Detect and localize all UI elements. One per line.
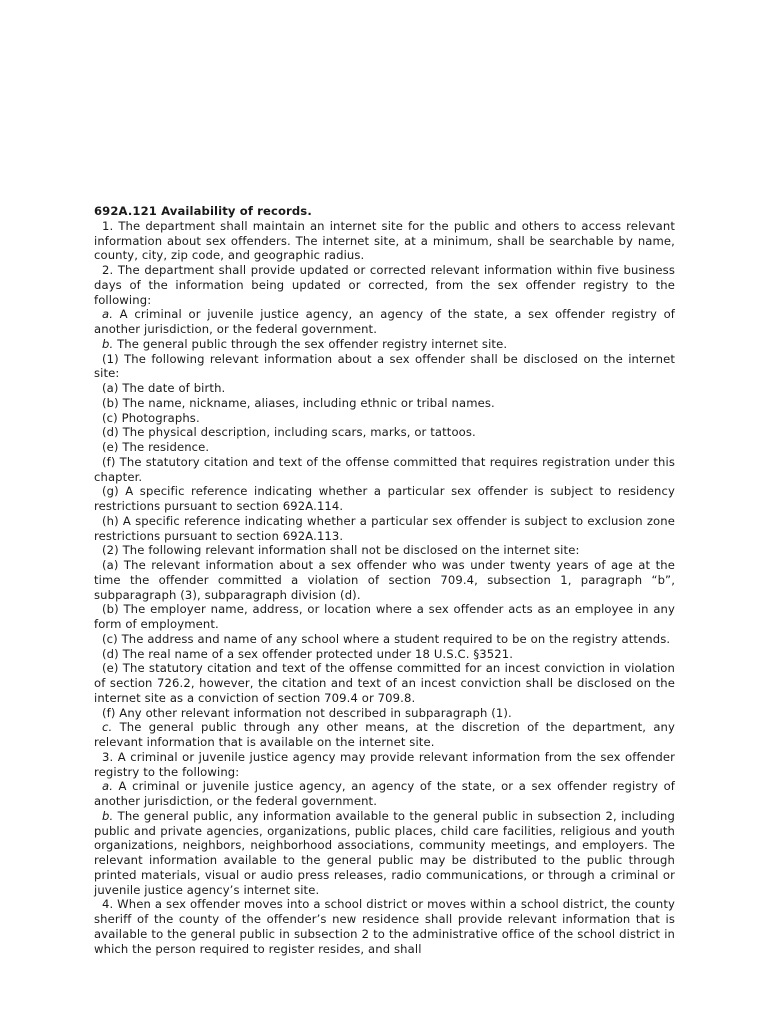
paragraph bbox=[94, 602, 675, 632]
paragraph bbox=[94, 779, 675, 809]
paragraph-text: 4. When a sex offender moves into a school district or moves within a school district, the county sheriff of the county of the offender’s new residence shall provide relevant information that is available to the general public in subsection 2 to the administrative office of the school district in which the person required to register resides, and shall bbox=[94, 897, 675, 956]
paragraph bbox=[94, 706, 675, 721]
paragraph-text: (e) The statutory citation and text of the offense committed for an incest conviction in violation of section 726.2, however, the citation and text of an incest conviction shall be disclosed on the internet site as a conviction of section 709.4 or 709.8. bbox=[94, 661, 675, 705]
paragraph bbox=[94, 897, 675, 956]
paragraph-text: A criminal or juvenile justice agency, an agency of the state, a sex offender registry of another jurisdiction, or the federal government. bbox=[94, 307, 675, 336]
paragraph-text: (2) The following relevant information shall not be disclosed on the internet site: bbox=[102, 543, 580, 558]
paragraph bbox=[94, 425, 675, 440]
paragraph-text: (b) The name, nickname, aliases, including ethnic or tribal names. bbox=[102, 395, 495, 410]
paragraph-text: (c) The address and name of any school where a student required to be on the registry attends. bbox=[102, 631, 671, 646]
paragraph-lead: a. bbox=[102, 779, 114, 794]
paragraph bbox=[94, 543, 675, 558]
paragraph-text: (b) The employer name, address, or location where a sex offender acts as an employee in any form of employment. bbox=[94, 602, 675, 631]
paragraph-text: (a) The date of birth. bbox=[102, 381, 226, 395]
paragraph bbox=[94, 219, 675, 263]
paragraph-lead: b. bbox=[102, 808, 114, 823]
paragraph-text: 1. The department shall maintain an internet site for the public and others to access relevant information about sex offenders. The internet site, at a minimum, shall be searchable by name, county, city, zip code, and geographic radius. bbox=[94, 218, 675, 263]
paragraph bbox=[94, 440, 675, 455]
paragraph-lead: c. bbox=[102, 720, 113, 735]
paragraph-text: The general public through the sex offender registry internet site. bbox=[113, 336, 508, 351]
paragraph bbox=[94, 411, 675, 426]
paragraph bbox=[94, 352, 675, 382]
paragraph-text: (g) A specific reference indicating whether a particular sex offender is subject to residency restrictions pursuant to section 692A.114. bbox=[94, 484, 675, 513]
paragraph-text: A criminal or juvenile justice agency, an agency of the state, or a sex offender registry of another jurisdiction, or the federal government. bbox=[94, 779, 675, 808]
paragraph bbox=[94, 514, 675, 544]
paragraph-text: (1) The following relevant information about a sex offender shall be disclosed on the internet site: bbox=[94, 351, 675, 381]
paragraph bbox=[94, 263, 675, 307]
paragraph bbox=[94, 396, 675, 411]
paragraph-list bbox=[94, 219, 675, 957]
paragraph-text: (e) The residence. bbox=[102, 440, 210, 454]
paragraph bbox=[94, 337, 675, 352]
paragraph-text: (a) The relevant information about a sex offender who was under twenty years of age at the time the offender committed a violation of section 709.4, subsection 1, paragraph “b”, subparagraph (3), subparagraph division (d). bbox=[94, 558, 675, 602]
paragraph bbox=[94, 661, 675, 705]
paragraph bbox=[94, 720, 675, 750]
paragraph bbox=[94, 632, 675, 647]
paragraph bbox=[94, 381, 675, 396]
paragraph-lead: b. bbox=[102, 336, 114, 351]
paragraph-text: 3. A criminal or juvenile justice agency may provide relevant information from the sex offender registry to the following: bbox=[94, 749, 675, 779]
paragraph bbox=[94, 484, 675, 514]
paragraph-text: (f) The statutory citation and text of the offense committed that requires registration under this chapter. bbox=[94, 454, 675, 484]
statute-text bbox=[94, 204, 675, 956]
paragraph-text: 2. The department shall provide updated or corrected relevant information within five business days of the information being updated or corrected, from the sex offender registry to the following: bbox=[94, 263, 675, 307]
paragraph-text: (c) Photographs. bbox=[102, 410, 200, 425]
paragraph bbox=[94, 307, 675, 337]
paragraph-text: (d) The real name of a sex offender protected under 18 U.S.C. §3521. bbox=[102, 646, 514, 661]
paragraph bbox=[94, 647, 675, 662]
section-heading: 692A.121 Availability of records. bbox=[94, 204, 312, 218]
paragraph bbox=[94, 809, 675, 898]
paragraph bbox=[94, 558, 675, 602]
paragraph-text: (h) A specific reference indicating whether a particular sex offender is subject to exclusion zone restrictions pursuant to section 692A.113. bbox=[94, 513, 675, 543]
paragraph-lead: a. bbox=[102, 307, 114, 322]
paragraph bbox=[94, 750, 675, 780]
paragraph bbox=[94, 455, 675, 485]
paragraph-text: (f) Any other relevant information not described in subparagraph (1). bbox=[102, 705, 512, 720]
paragraph-text: The general public through any other means, at the discretion of the department, any relevant information that is available on the internet site. bbox=[94, 720, 675, 749]
paragraph-text: The general public, any information available to the general public in subsection 2, including public and private agencies, organizations, public places, child care facilities, religious and youth organizations, neighbors, neighborhood associations, community meetings, and employers. The relevant information available to the general public may be distributed to the public through printed materials, visual or audio press releases, radio communications, or through a criminal or juvenile justice agency’s internet site. bbox=[94, 808, 675, 897]
paragraph-text: (d) The physical description, including scars, marks, or tattoos. bbox=[102, 425, 476, 440]
